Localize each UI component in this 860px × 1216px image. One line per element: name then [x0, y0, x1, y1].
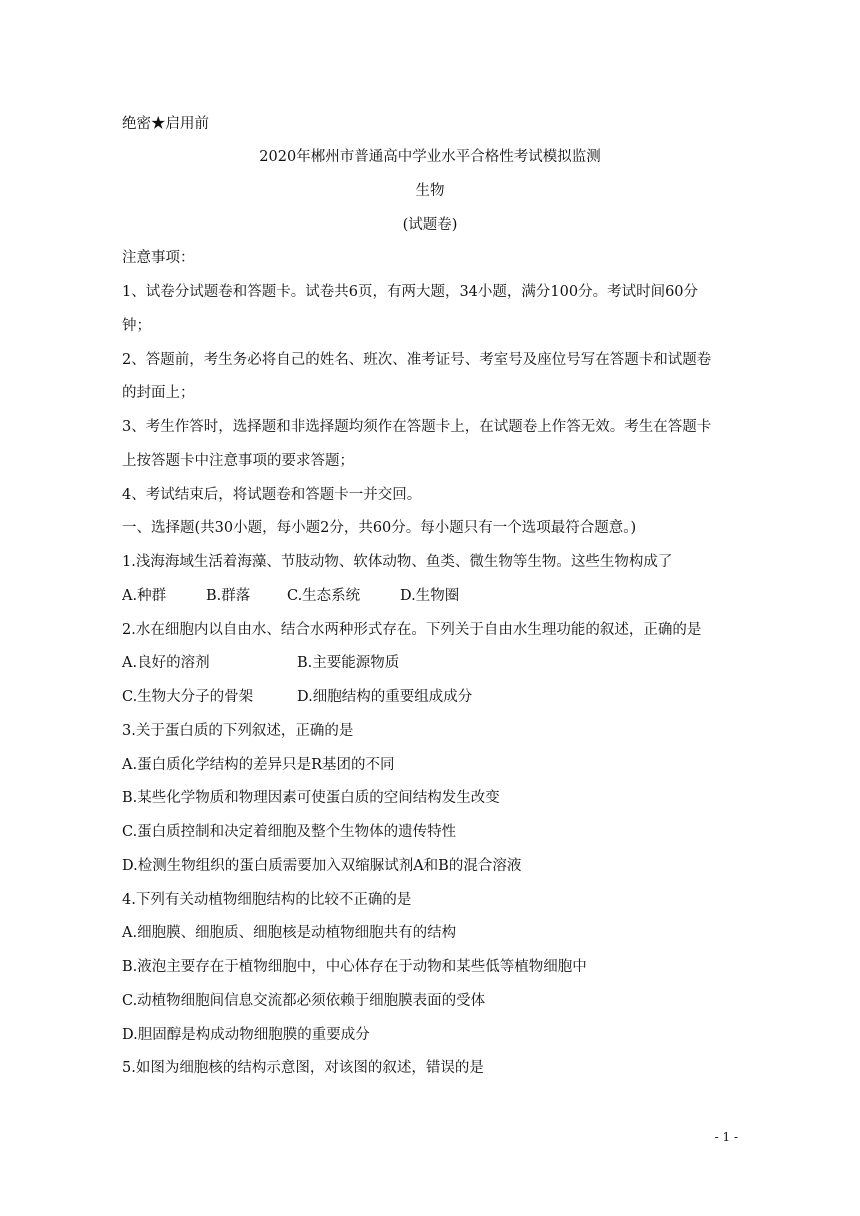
paper-type: (试题卷) — [402, 217, 458, 233]
question-3-option-a: A.蛋白质化学结构的差异只是R基团的不同 — [122, 757, 395, 773]
exam-title: 2020年郴州市普通高中学业水平合格性考试模拟监测 — [259, 149, 601, 165]
question-4-stem: 4.下列有关动植物细胞结构的比较不正确的是 — [122, 892, 412, 908]
question-4-option-d: D.胆固醇是构成动物细胞膜的重要成分 — [122, 1027, 370, 1043]
question-4-option-b: B.液泡主要存在于植物细胞中，中心体存在于动物和某些低等植物细胞中 — [122, 959, 587, 975]
question-5-stem: 5.如图为细胞核的结构示意图，对该图的叙述，错误的是 — [122, 1060, 484, 1076]
question-2-option-b: B.主要能源物质 — [297, 655, 400, 671]
question-4-option-a: A.细胞膜、细胞质、细胞核是动植物细胞共有的结构 — [122, 925, 457, 941]
question-3-option-b: B.某些化学物质和物理因素可使蛋白质的空间结构发生改变 — [122, 790, 500, 806]
question-4-option-c: C.动植物细胞间信息交流都必须依赖于细胞膜表面的受体 — [122, 993, 486, 1009]
notice-item-4: 4、考试结束后，将试题卷和答题卡一并交回。 — [122, 487, 422, 503]
notice-item-3-cont: 上按答题卡中注意事项的要求答题； — [122, 453, 354, 469]
notice-item-3: 3、考生作答时，选择题和非选择题均须作在答题卡上，在试题卷上作答无效。考生在答题卡 — [122, 419, 712, 435]
question-3-stem: 3.关于蛋白质的下列叙述，正确的是 — [122, 723, 354, 739]
notice-item-2-cont: 的封面上； — [122, 385, 195, 401]
question-1-option-c: C.生态系统 — [287, 588, 361, 604]
notice-item-1-cont: 钟； — [122, 318, 151, 334]
question-2-option-c: C.生物大分子的骨架 — [122, 689, 254, 705]
question-3-option-d: D.检测生物组织的蛋白质需要加入双缩脲试剂A和B的混合溶液 — [122, 858, 522, 874]
notice-heading: 注意事项： — [122, 250, 195, 266]
notice-item-2: 2、答题前，考生务必将自己的姓名、班次、准考证号、考室号及座位号写在答题卡和试题卷 — [122, 352, 712, 368]
question-2-option-a: A.良好的溶剂 — [122, 655, 210, 671]
question-1-option-b: B.群落 — [206, 588, 251, 604]
confidential-mark: 绝密★启用前 — [122, 116, 209, 132]
question-1-option-d: D.生物圈 — [400, 588, 460, 604]
subject-title: 生物 — [415, 183, 445, 199]
page-number: - 1 - — [714, 1130, 738, 1144]
notice-item-1: 1、试卷分试题卷和答题卡。试卷共6页，有两大题，34小题，满分100分。考试时间60分 — [122, 284, 699, 300]
question-1-stem: 1.浅海海域生活着海藻、节肢动物、软体动物、鱼类、微生物等生物。这些生物构成了 — [122, 554, 673, 570]
question-3-option-c: C.蛋白质控制和决定着细胞及整个生物体的遗传特性 — [122, 824, 457, 840]
section-heading: 一、选择题(共30小题，每小题2分，共60分。每小题只有一个选项最符合题意。) — [122, 520, 637, 536]
question-2-stem: 2.水在细胞内以自由水、结合水两种形式存在。下列关于自由水生理功能的叙述，正确的是 — [122, 622, 702, 638]
question-2-option-d: D.细胞结构的重要组成成分 — [297, 689, 473, 705]
question-1-option-a: A.种群 — [122, 588, 167, 604]
